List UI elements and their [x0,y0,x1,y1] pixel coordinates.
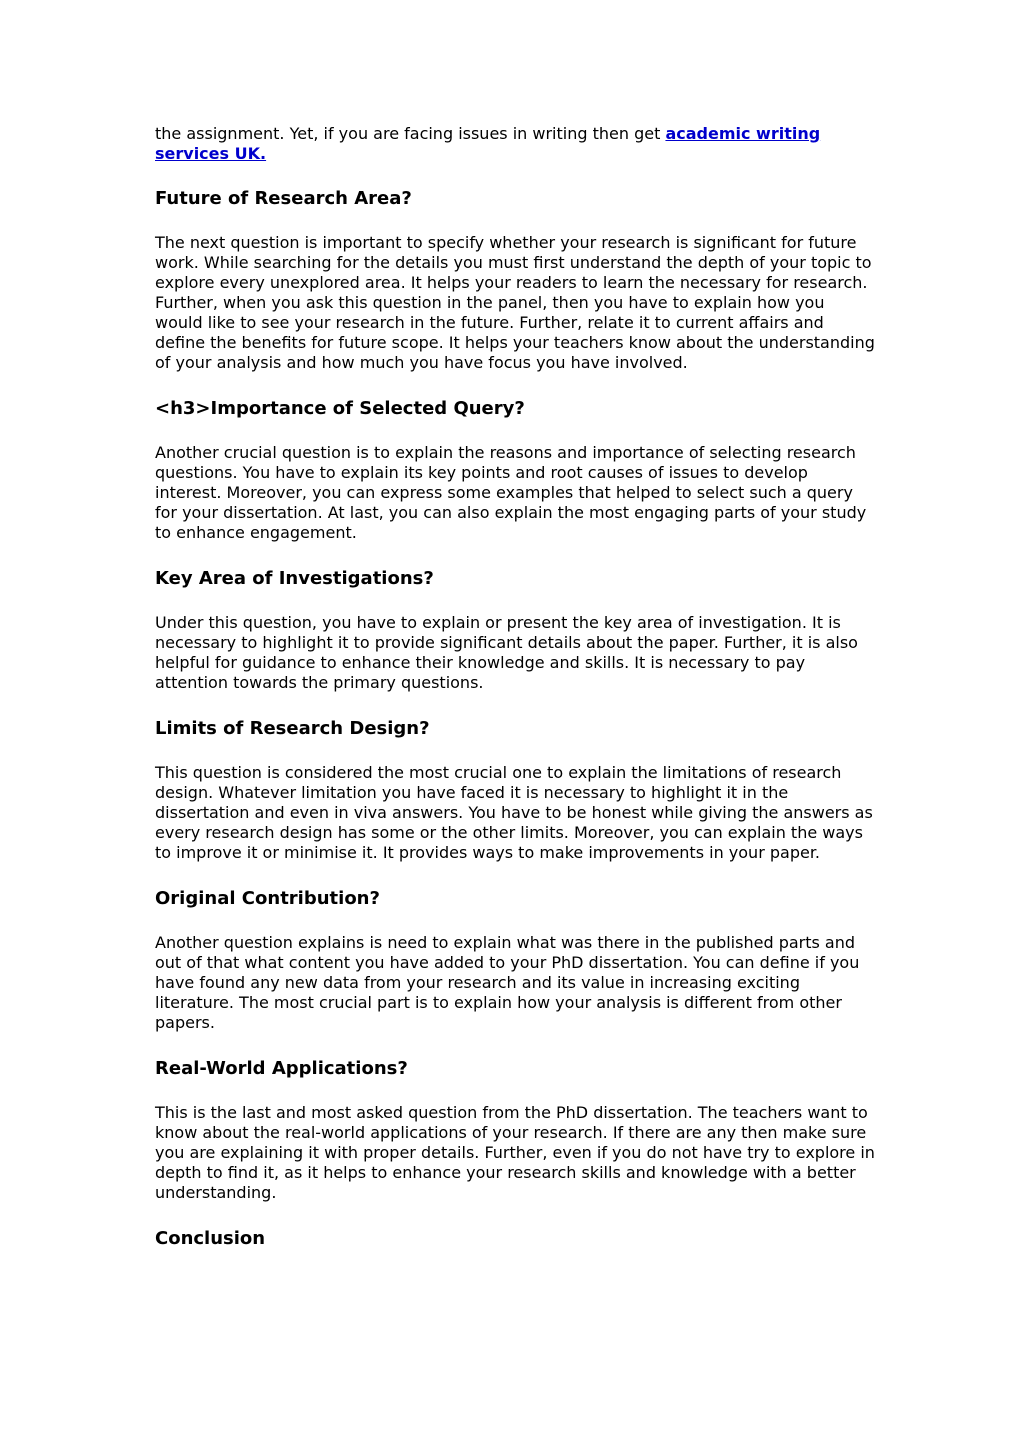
academic-writing-link[interactable]: academic writing services UK. [155,124,821,163]
section-body-key-area: Under this question, you have to explain or present the key area of investigation. It is necessary to highlight it to provide significant details about the paper. Further, it is also helpful for guidance to enhance their knowledge and skills. It is necessary to pay attention towards the primary questions. [155,613,858,692]
section-body-future-research: The next question is important to specify whether your research is significant for future work. While searching for the details you must first understand the depth of your topic to explore every unexplored area. It helps your readers to learn the necessary for research. Further, when you ask this question in the panel, then you have to explain how you would like to see your research in the future. Further, relate it to current affairs and define the benefits for future scope. It helps your teachers know about the understanding of your analysis and how much you have focus you have involved. [155,233,875,372]
section-body-real-world: This is the last and most asked question from the PhD dissertation. The teachers want to know about the real-world applications of your research. If there are any then make sure you are explaining it with proper details. Further, even if you do not have try to explore in depth to find it, as it helps to enhance your research skills and knowledge with a better understanding. [155,1103,875,1202]
section-heading-importance-query: <h3>Importance of Selected Query? [155,398,525,419]
intro-text: the assignment. Yet, if you are facing issues in writing then get [155,124,666,143]
section-body-importance-query: Another crucial question is to explain the reasons and importance of selecting research questions. You have to explain its key points and root causes of issues to develop interest. Moreover, you can express some examples that helped to select such a query for your dissertation. At last, you can also explain the most engaging parts of your study to enhance engagement. [155,443,867,542]
section-heading-real-world: Real-World Applications? [155,1058,408,1079]
section-heading-original-contribution: Original Contribution? [155,888,380,909]
section-heading-key-area: Key Area of Investigations? [155,568,434,589]
section-body-original-contribution: Another question explains is need to explain what was there in the published parts and out of that what content you have added to your PhD dissertation. You can define if you have found any new data from your research and its value in increasing exciting literature. The most crucial part is to explain how your analysis is different from other papers. [155,933,860,1032]
section-body-limits-design: This question is considered the most crucial one to explain the limitations of research design. Whatever limitation you have faced it is necessary to highlight it in the dissertation and even in viva answers. You have to be honest while giving the answers as every research design has some or the other limits. Moreover, you can explain the ways to improve it or minimise it. It provides ways to make improvements in your paper. [155,763,873,862]
document-page [155,124,875,1273]
section-heading-limits-design: Limits of Research Design? [155,718,430,739]
intro-paragraph [155,124,875,164]
section-heading-future-research: Future of Research Area? [155,188,412,209]
conclusion-heading: Conclusion [155,1228,266,1249]
